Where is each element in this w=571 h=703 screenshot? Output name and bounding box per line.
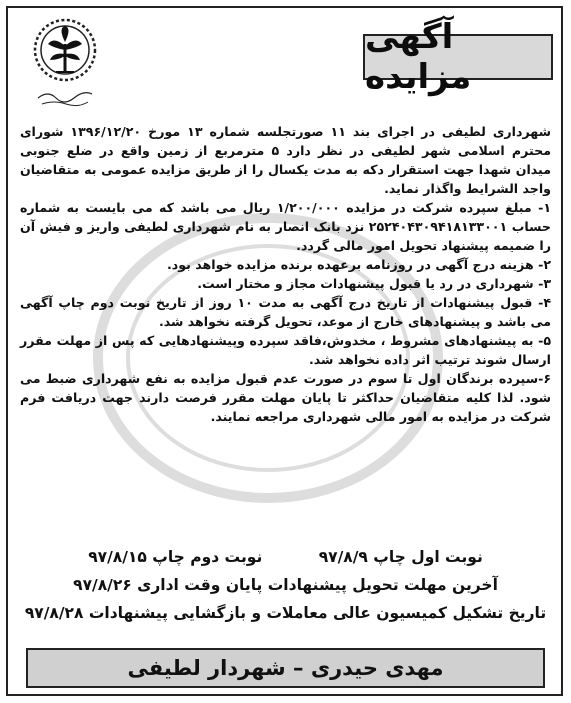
deadline-row bbox=[20, 571, 551, 599]
announcement-frame bbox=[6, 6, 563, 696]
submission-deadline: آخرین مهلت تحویل پیشنهادات پایان وقت اداری ۹۷/۸/۲۶ bbox=[73, 576, 498, 594]
announcement-title-box bbox=[363, 17, 553, 97]
municipality-logo bbox=[26, 14, 104, 110]
header bbox=[8, 8, 561, 118]
condition-item-6: ۶-سپرده برندگان اول تا سوم در صورت عدم قبول مزایده به نفع شهرداری ضبط می شود. لذا کلیه متقاضیان حداکثر تا پایان مهلت مقرر فرصت دارند جهت دریافت فرم شرکت در مزایده به امور مالی شهرداری مراجعه نمایند. bbox=[20, 371, 551, 424]
condition-item-1: ۱- مبلغ سپرده شرکت در مزایده ۱/۲۰۰/۰۰۰ ریال می باشد که می بایست به شماره حساب ۲۵۲۴۰۴۳۰۹۴۱۸۱۳۳۰۰۱ نزد بانک انصار به نام شهرداری لطیفی واریز و فیش آن را ضمیمه پیشنهاد تحویل امور مالی گردد. bbox=[20, 200, 551, 253]
intro-paragraph: شهرداری لطیفی در اجرای بند ۱۱ صورتجلسه شماره ۱۳ مورخ ۱۳۹۶/۱۲/۲۰ شورای محترم اسلامی شهر لطیفی در نظر دارد ۵ مترمربع از زمین واقع در ضلع جنوبی میدان شهدا جهت استقرار دکه به مدت یکسال را از طریق مزایده عمومی به متقاضیان واجد الشرایط واگذار نماید. bbox=[20, 124, 551, 196]
signature-box bbox=[26, 648, 545, 688]
signature: مهدی حیدری – شهردار لطیفی bbox=[127, 656, 444, 680]
print-dates-row bbox=[20, 543, 551, 571]
condition-item-4: ۴- قبول پیشنهادات از تاریخ درج آگهی به مدت ۱۰ روز از تاریخ نوبت دوم چاپ آگهی می باشد و پیشنهادهای خارج از موعد، تحویل گرفته نخواهد شد. bbox=[20, 295, 551, 329]
condition-item-3: ۳- شهرداری در رد یا قبول پیشنهادات مجاز و مختار است. bbox=[197, 276, 551, 291]
first-print-date: نوبت اول چاپ ۹۷/۸/۹ bbox=[318, 548, 483, 566]
condition-item-5: ۵- به پیشنهادهای مشروط ، مخدوش،فاقد سپرده وپیشنهادهایی که پس از مهلت مقرر ارسال شوند ترتیب اثر داده نخواهد شد. bbox=[20, 333, 551, 367]
announcement-body bbox=[20, 122, 551, 426]
dates-section bbox=[20, 543, 551, 627]
page-title: آگهی مزایده bbox=[365, 17, 472, 97]
flower-tree-emblem-icon bbox=[26, 14, 104, 110]
second-print-date: نوبت دوم چاپ ۹۷/۸/۱۵ bbox=[88, 548, 263, 566]
commission-row bbox=[20, 599, 551, 627]
condition-item-2: ۲- هزینه درج آگهی در روزنامه برعهده برنده مزایده خواهد بود. bbox=[167, 257, 551, 272]
commission-date: تاریخ تشکیل کمیسیون عالی معاملات و بازگشایی پیشنهادات ۹۷/۸/۲۸ bbox=[24, 604, 547, 622]
